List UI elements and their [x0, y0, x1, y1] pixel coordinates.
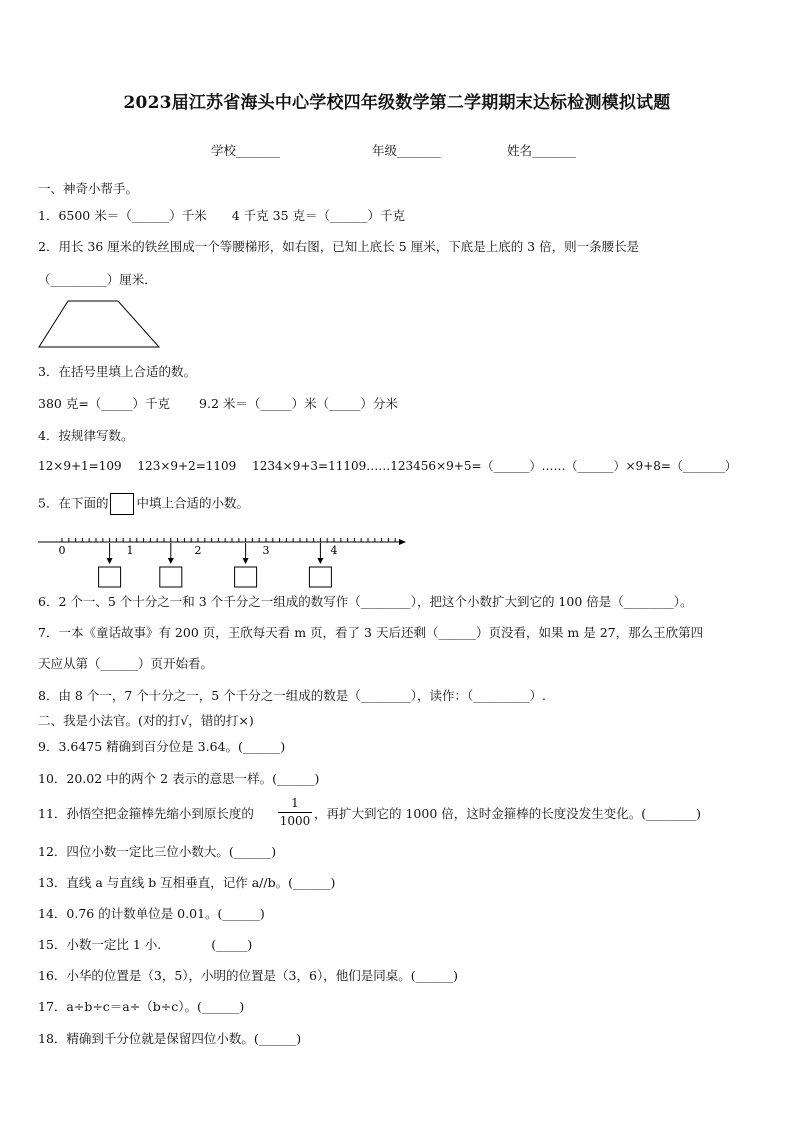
section-heading-1: 一、神奇小帮手。	[38, 181, 139, 196]
question-6: 6．2 个一、5 个十分之一和 3 个千分之一组成的数写作（________），把这个小数扩大到它的 100 倍是（________）。	[38, 594, 693, 609]
tick-label: 3	[262, 544, 270, 557]
question-5-text-before: 5．在下面的	[38, 495, 109, 511]
fraction-one-thousandth	[278, 796, 312, 829]
answer-box-sample	[110, 493, 134, 515]
section-heading-2: 二、我是小法官。(对的打√，错的打×)	[38, 713, 254, 728]
question-11-before: 11．孙悟空把金箍棒先缩小到原长度的	[38, 806, 254, 821]
question-12: 12．四位小数一定比三位小数大。(______)	[38, 844, 277, 859]
tick-label: 4	[330, 544, 338, 557]
fraction-numerator: 1	[291, 796, 299, 810]
question-13: 13．直线 a 与直线 b 互相垂直，记作 a//b。(______)	[38, 875, 336, 890]
number-line-arrowhead	[399, 539, 406, 545]
pointer-arrowhead	[317, 558, 323, 564]
pointer-arrowhead	[243, 558, 249, 564]
tick-label: 1	[126, 544, 134, 557]
answer-box	[160, 567, 182, 587]
question-1: 1．6500 米＝（______）千米 4 千克 35 克＝（______）千克	[38, 208, 406, 223]
question-15: 15．小数一定比 1 小. (_____)	[38, 937, 253, 952]
question-11-after: ，再扩大到它的 1000 倍，这时金箍棒的长度没发生变化。(________)	[314, 806, 702, 821]
answer-box	[99, 567, 121, 587]
answer-box	[235, 567, 257, 587]
tick-label: 2	[194, 544, 202, 557]
question-3-items: 380 克=（_____）千克 9.2 米＝（_____）米（_____）分米	[38, 396, 398, 411]
question-7-line-1: 7．一本《童话故事》有 200 页，王欣每天看 m 页，看了 3 天后还剩（______）页没看，如果 m 是 27，那么王欣第四	[38, 625, 704, 640]
question-10: 10．20.02 中的两个 2 表示的意思一样。(______)	[38, 771, 320, 786]
question-7-line-2: 天应从第（______）页开始看。	[38, 656, 214, 671]
pointer-arrowhead	[168, 558, 174, 564]
question-17: 17．a÷b÷c＝a÷（b÷c）。(______)	[38, 999, 245, 1014]
question-4: 4．按规律写数。	[38, 428, 134, 443]
school-field: 学校_______	[211, 143, 280, 158]
tick-label: 0	[58, 544, 66, 557]
pointer-arrowhead	[107, 558, 113, 564]
question-5	[38, 493, 249, 515]
question-4-items: 12×9+1=109 123×9+2=1109 1234×9+3=11109……123456×9+5=（______）……（______）×9+8=（_______）	[38, 459, 737, 473]
question-2-line-1: 2．用长 36 厘米的铁丝围成一个等腰梯形，如右图，已知上底长 5 厘米，下底是上底的 3 倍，则一条腰长是	[38, 239, 640, 254]
name-field: 姓名_______	[507, 143, 576, 158]
fraction-denominator: 1000	[279, 814, 311, 828]
question-9: 9．3.6475 精确到百分位是 3.64。(______)	[38, 739, 286, 754]
number-line	[0, 530, 794, 580]
grade-field: 年级_______	[372, 143, 441, 158]
question-18: 18．精确到千分位就是保留四位小数。(______)	[38, 1031, 302, 1046]
trapezoid-figure	[36, 296, 166, 352]
question-16: 16．小华的位置是（3，5），小明的位置是（3，6），他们是同桌。(______)	[38, 968, 458, 983]
question-5-text-after: 中填上合适的小数。	[136, 495, 249, 511]
question-14: 14．0.76 的计数单位是 0.01。(______)	[38, 906, 265, 921]
question-8: 8．由 8 个一，7 个十分之一，5 个千分之一组成的数是（________），读作：（_________）.	[38, 688, 546, 703]
page-title: 2023届江苏省海头中心学校四年级数学第二学期期末达标检测模拟试题	[123, 93, 671, 113]
answer-box	[309, 567, 331, 587]
question-2-line-2: （_________）厘米．	[38, 272, 157, 287]
question-3: 3．在括号里填上合适的数。	[38, 364, 196, 379]
